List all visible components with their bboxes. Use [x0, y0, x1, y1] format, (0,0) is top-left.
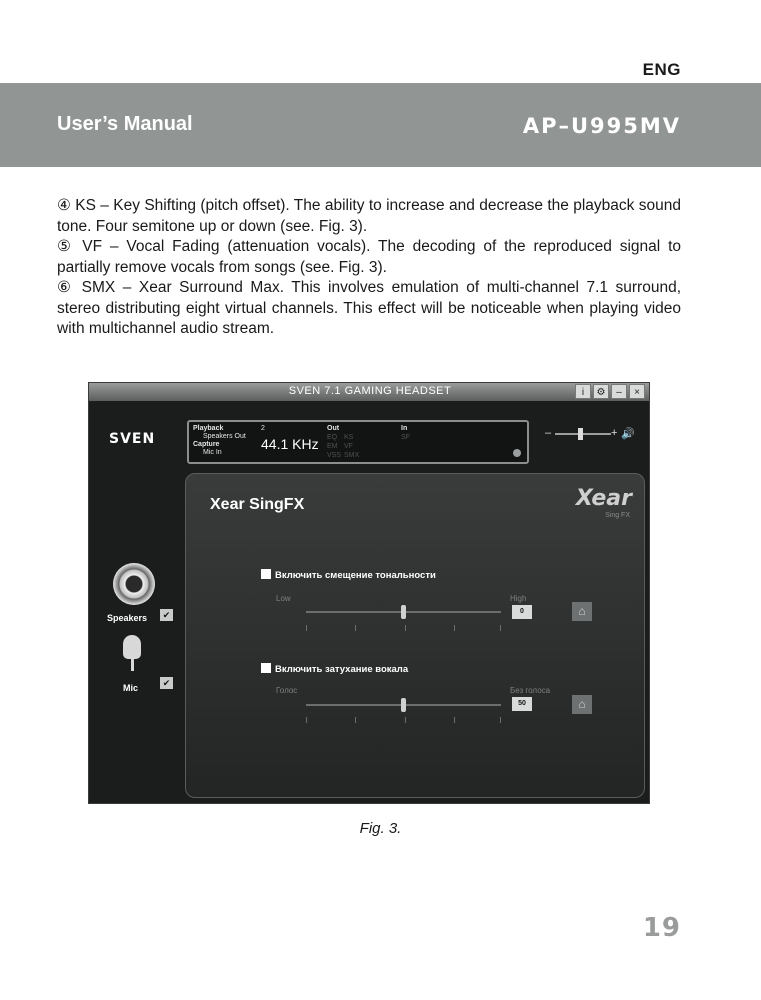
lcd-eq: EQ [327, 434, 338, 441]
mic-check-icon[interactable]: ✔ [160, 677, 173, 689]
window-title: SVEN 7.1 GAMING HEADSET [288, 385, 452, 397]
lcd-ks: KS [344, 434, 354, 441]
body-text [57, 196, 681, 340]
paragraph-vf: ⑤ VF – Vocal Fading (attenuation vocals). The decoding of the reproduced signal to partially remove vocals from songs (see. Fig. 3). [57, 238, 681, 276]
xear-logo-sub: Sing FX [605, 512, 630, 519]
header-bar [0, 83, 761, 167]
brand-logo: SVEN [109, 431, 156, 447]
panel-title: Xear SingFX [210, 496, 305, 513]
figure-caption: Fig. 3. [359, 820, 402, 837]
lcd-vss: VSS [327, 452, 342, 459]
vocal-ticks [306, 717, 506, 723]
lcd-speakers-out: Speakers Out [203, 433, 246, 440]
lcd-vf: VF [344, 443, 353, 450]
pitch-slider-thumb[interactable] [401, 605, 406, 619]
speakers-check-icon[interactable]: ✔ [160, 609, 173, 621]
volume-track[interactable] [555, 433, 611, 435]
volume-plus: + [611, 427, 618, 439]
speaker-volume-icon[interactable]: 🔊 [621, 428, 635, 440]
master-volume[interactable] [545, 427, 635, 441]
mic-label[interactable]: Mic [123, 683, 139, 693]
lcd-knob-icon[interactable] [513, 449, 521, 457]
pitch-shift-checkbox[interactable] [261, 569, 271, 579]
vocal-reset-home-icon[interactable]: ⌂ [572, 695, 592, 714]
lcd-out: Out [327, 425, 340, 432]
pitch-min-label: Low [276, 594, 291, 603]
settings-button[interactable]: ⚙ [593, 384, 609, 399]
vocal-value: 50 [512, 697, 532, 711]
volume-handle[interactable] [578, 428, 583, 440]
vocal-fade-checkbox[interactable] [261, 663, 271, 673]
page-number: 19 [642, 913, 681, 943]
vocal-max-label: Без голоса [510, 686, 551, 695]
manual-title: User’s Manual [57, 113, 193, 135]
lcd-playback: Playback [193, 425, 224, 432]
paragraph-ks: ④ KS – Key Shifting (pitch offset). The ability to increase and decrease the playback sound tone. Four semitone up or down (see. Fig. 3). [57, 197, 681, 235]
app-screenshot [88, 382, 650, 804]
pitch-slider[interactable] [306, 605, 501, 621]
mic-device-icon[interactable] [123, 635, 141, 659]
window-titlebar [89, 383, 650, 401]
status-display [187, 420, 529, 464]
lcd-mic-in: Mic In [203, 449, 222, 456]
minimize-button[interactable]: – [611, 384, 627, 399]
info-button[interactable]: i [575, 384, 591, 399]
lcd-in: In [401, 425, 408, 432]
speakers-label[interactable]: Speakers [107, 613, 148, 623]
vocal-slider-thumb[interactable] [401, 698, 406, 712]
pitch-ticks [306, 625, 506, 631]
singfx-panel [185, 473, 645, 798]
lcd-smx: SMX [344, 452, 360, 459]
volume-minus: – [545, 427, 552, 439]
vocal-min-label: Голос [276, 686, 298, 695]
xear-logo: Xear [575, 486, 632, 511]
vocal-slider[interactable] [306, 698, 501, 714]
pitch-max-label: High [510, 594, 527, 603]
pitch-shift-label: Включить смещение тональности [275, 570, 436, 581]
pitch-value: 0 [512, 605, 532, 619]
paragraph-smx: ⑥ SMX – Xear Surround Max. This involves emulation of multi-channel 7.1 surround, stereo distributing eight virtual channels. This effect will be noticeable when playing video with multichannel audio stream. [57, 279, 681, 337]
mic-stand-icon [131, 659, 134, 671]
close-button[interactable]: × [629, 384, 645, 399]
vocal-fade-option[interactable] [261, 663, 408, 675]
model-name: AP–U995MV [522, 114, 681, 138]
pitch-reset-home-icon[interactable]: ⌂ [572, 602, 592, 621]
lcd-sample-rate: 44.1 KHz [261, 436, 319, 452]
pitch-shift-option[interactable] [261, 569, 436, 581]
vocal-fade-label: Включить затухание вокала [275, 664, 409, 675]
lcd-capture: Capture [193, 441, 220, 448]
lcd-channel: 2 [261, 425, 265, 432]
lcd-em: EM [327, 443, 338, 450]
speakers-device-icon[interactable] [113, 563, 155, 605]
lcd-sr: SF [401, 434, 410, 441]
language-label: ENG [642, 60, 681, 79]
